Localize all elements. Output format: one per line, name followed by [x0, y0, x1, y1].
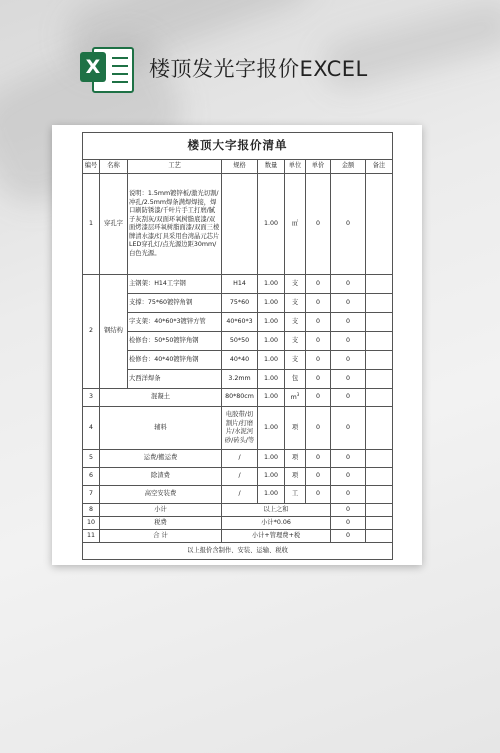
- page-title: 楼顶发光字报价EXCEL: [149, 57, 368, 81]
- item-process: 检修台：40*40镀锌角钢: [128, 351, 222, 370]
- item-spec: 80*80cm: [222, 389, 258, 407]
- row-number: 5: [83, 450, 100, 468]
- item-qty: 1.00: [258, 174, 285, 275]
- item-qty: 1.00: [258, 407, 285, 450]
- item-qty: 1.00: [258, 351, 285, 370]
- row-number: 1: [83, 174, 100, 275]
- item-note: [366, 504, 393, 517]
- item-note: [366, 468, 393, 486]
- table-row: [83, 351, 393, 370]
- item-price: 0: [306, 468, 331, 486]
- sheet-title: 楼顶大字报价清单: [83, 133, 393, 160]
- item-name: 小计: [100, 504, 222, 517]
- item-process: 大西洋焊条: [128, 370, 222, 389]
- row-number: 2: [83, 275, 100, 389]
- column-header: 单位: [285, 160, 306, 174]
- item-process: 主钢架：H14工字钢: [128, 275, 222, 294]
- column-header: 工艺: [128, 160, 222, 174]
- item-amount: 0: [331, 517, 366, 530]
- table-row: [83, 486, 393, 504]
- item-qty: 1.00: [258, 275, 285, 294]
- row-number: 11: [83, 530, 100, 543]
- item-unit: 支: [285, 332, 306, 351]
- item-note: [366, 450, 393, 468]
- table-row: [83, 407, 393, 450]
- table-row: [83, 294, 393, 313]
- table-row: [83, 174, 393, 275]
- item-amount: 0: [331, 332, 366, 351]
- item-spec: /: [222, 450, 258, 468]
- item-spec: 3.2mm: [222, 370, 258, 389]
- item-price: 0: [306, 389, 331, 407]
- item-price: 0: [306, 351, 331, 370]
- item-price: 0: [306, 370, 331, 389]
- item-price: 0: [306, 313, 331, 332]
- item-note: [366, 370, 393, 389]
- table-row: [83, 468, 393, 486]
- table-row: [83, 332, 393, 351]
- item-amount: 0: [331, 370, 366, 389]
- item-amount: 0: [331, 174, 366, 275]
- item-name: 穿孔字: [100, 174, 128, 275]
- row-number: 4: [83, 407, 100, 450]
- column-header: 备注: [366, 160, 393, 174]
- column-header: 单价: [306, 160, 331, 174]
- item-unit: 支: [285, 351, 306, 370]
- item-note: [366, 530, 393, 543]
- table-row: [83, 504, 393, 517]
- item-unit: 支: [285, 275, 306, 294]
- column-header: 规格: [222, 160, 258, 174]
- item-amount: 0: [331, 468, 366, 486]
- item-amount: 0: [331, 530, 366, 543]
- item-unit: ㎡: [285, 174, 306, 275]
- table-row: [83, 370, 393, 389]
- item-spec: 电胶带/切割片/打磨片/水泥河砂/砖头/等: [222, 407, 258, 450]
- item-price: 0: [306, 174, 331, 275]
- item-unit: $m^3$: [285, 389, 306, 407]
- item-name: 辅料: [100, 407, 222, 450]
- item-unit: 支: [285, 313, 306, 332]
- item-amount: 0: [331, 275, 366, 294]
- table-row: [83, 530, 393, 543]
- item-qty: 1.00: [258, 450, 285, 468]
- item-spec: /: [222, 468, 258, 486]
- page-header: [80, 45, 368, 91]
- item-amount: 0: [331, 504, 366, 517]
- item-price: 0: [306, 275, 331, 294]
- excel-icon: X: [80, 45, 132, 91]
- item-process: 支撑：75*60镀锌角钢: [128, 294, 222, 313]
- item-process: 字支架：40*60*3镀锌方管: [128, 313, 222, 332]
- item-price: 0: [306, 407, 331, 450]
- item-name: 运费/搬运费: [100, 450, 222, 468]
- item-price: 0: [306, 294, 331, 313]
- header-row: [83, 160, 393, 174]
- table-row: [83, 313, 393, 332]
- item-note: [366, 275, 393, 294]
- row-number: 7: [83, 486, 100, 504]
- item-spec: 40*60*3: [222, 313, 258, 332]
- item-note: [366, 407, 393, 450]
- item-amount: 0: [331, 294, 366, 313]
- item-amount: 0: [331, 450, 366, 468]
- table-footer-row: [83, 543, 393, 560]
- item-name: 合 计: [100, 530, 222, 543]
- item-qty: 1.00: [258, 294, 285, 313]
- item-process: 说明：1.5mm镀锌板/激光切割/冲孔/2.5mm焊条满焊焊接，焊口刷防锈漆/千叶片手工打磨/腻子灰刮灰/双面环氧树脂底漆/双面烤漆层环氧树脂面漆/双面三棱牌清水漆/灯具采用台湾晶元芯片LED穿孔灯/点光源边距30mm/白色光源。: [128, 174, 222, 275]
- item-price: 0: [306, 450, 331, 468]
- table-row: [83, 275, 393, 294]
- item-qty: 1.00: [258, 332, 285, 351]
- item-unit: 支: [285, 294, 306, 313]
- item-note: [366, 294, 393, 313]
- item-amount: 0: [331, 313, 366, 332]
- item-spec: H14: [222, 275, 258, 294]
- item-name: 税费: [100, 517, 222, 530]
- item-unit: 工: [285, 486, 306, 504]
- item-spec: 75*60: [222, 294, 258, 313]
- item-note: [366, 486, 393, 504]
- item-name: 混凝土: [100, 389, 222, 407]
- item-note: [366, 174, 393, 275]
- item-qty: 1.00: [258, 313, 285, 332]
- item-qty: 1.00: [258, 370, 285, 389]
- item-qty: 1.00: [258, 486, 285, 504]
- item-qty: 1.00: [258, 389, 285, 407]
- item-qty: 1.00: [258, 468, 285, 486]
- column-header: 数量: [258, 160, 285, 174]
- row-number: 6: [83, 468, 100, 486]
- item-note: [366, 313, 393, 332]
- item-unit: 项: [285, 450, 306, 468]
- row-number: 10: [83, 517, 100, 530]
- item-unit: 项: [285, 407, 306, 450]
- column-header: 名称: [100, 160, 128, 174]
- item-note: [366, 389, 393, 407]
- item-spec: 40*40: [222, 351, 258, 370]
- table-row: [83, 389, 393, 407]
- item-formula: 小计+管理费+税: [222, 530, 331, 543]
- item-price: 0: [306, 332, 331, 351]
- item-spec: 50*50: [222, 332, 258, 351]
- row-number: 8: [83, 504, 100, 517]
- table-row: [83, 517, 393, 530]
- column-header: 金额: [331, 160, 366, 174]
- quote-table: [82, 132, 393, 560]
- table-row: [83, 450, 393, 468]
- item-name: 钢结构: [100, 275, 128, 389]
- column-header: 编号: [83, 160, 100, 174]
- item-formula: 以上之和: [222, 504, 331, 517]
- item-unit: 包: [285, 370, 306, 389]
- item-process: 检修台：50*50镀锌角钢: [128, 332, 222, 351]
- item-unit: 项: [285, 468, 306, 486]
- item-amount: 0: [331, 351, 366, 370]
- item-name: 除渣费: [100, 468, 222, 486]
- item-amount: 0: [331, 407, 366, 450]
- row-number: 3: [83, 389, 100, 407]
- item-price: 0: [306, 486, 331, 504]
- table-footer-note: 以上报价含制作、安装、运输、税收: [83, 543, 393, 560]
- item-spec: [222, 174, 258, 275]
- item-note: [366, 351, 393, 370]
- item-note: [366, 332, 393, 351]
- item-formula: 小计*0.06: [222, 517, 331, 530]
- item-spec: /: [222, 486, 258, 504]
- item-note: [366, 517, 393, 530]
- item-amount: 0: [331, 389, 366, 407]
- item-name: 高空安装费: [100, 486, 222, 504]
- item-amount: 0: [331, 486, 366, 504]
- spreadsheet-preview: [52, 125, 422, 565]
